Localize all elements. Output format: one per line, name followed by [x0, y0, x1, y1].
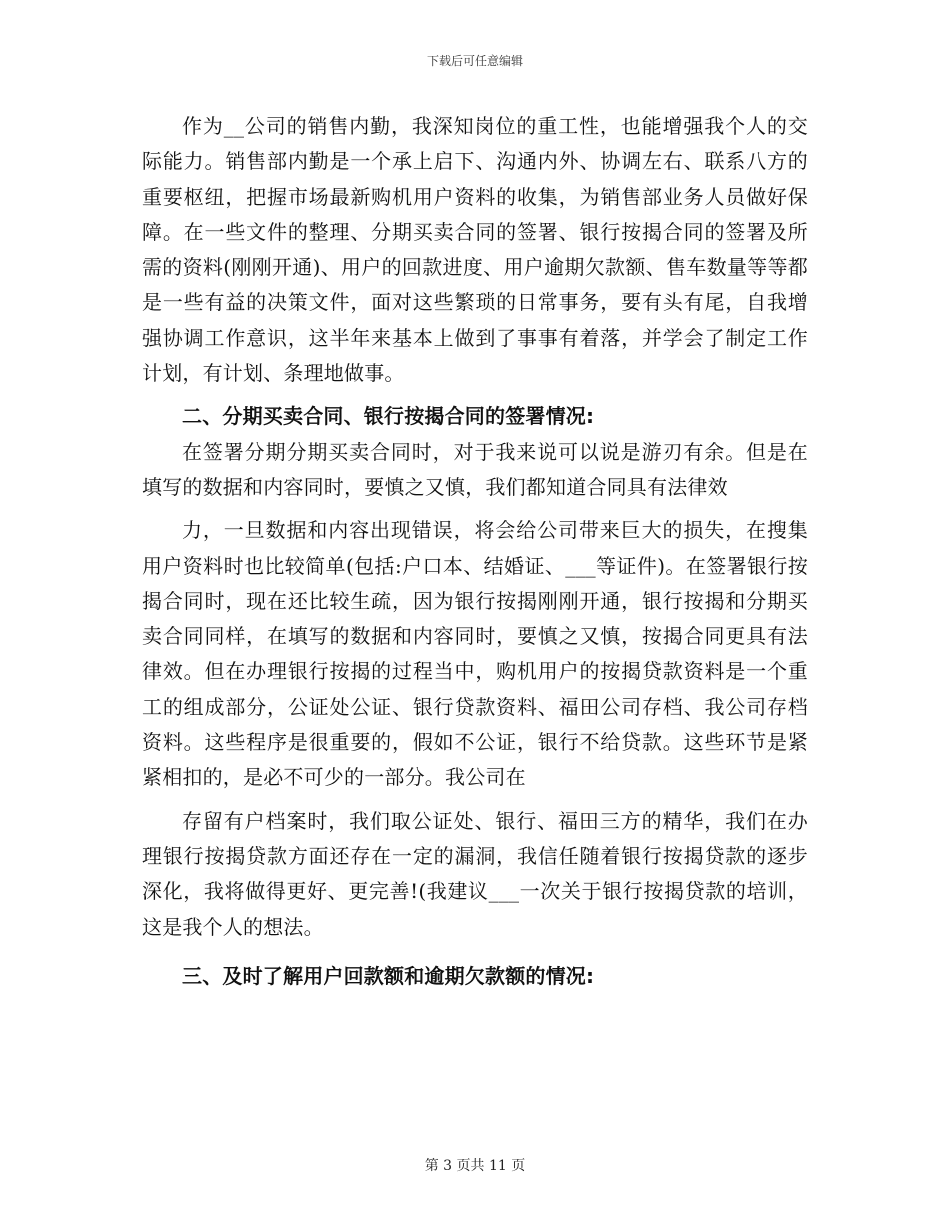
paragraph-contract-2: 力，一旦数据和内容出现错误，将会给公司带来巨大的损失，在搜集用户资料时也比较简单(包括:户口本、结婚证、___等证件)。在签署银行按揭合同时，现在还比较生疏，因为银行按揭刚刚开通，银行按揭和分期买卖合同同样，在填写的数据和内容同时，要慎之又慎，按揭合同更具有法律效。但在办理银行按揭的过程当中，购机用户的按揭贷款资料是一个重工的组成部分，公证处公证、银行贷款资料、福田公司存档、我公司存档资料。这些程序是很重要的，假如不公证，银行不给贷款。这些环节是紧紧相扣的，是必不可少的一部分。我公司在 [142, 518, 808, 790]
page-header: 下载后可任意编辑 [426, 54, 523, 68]
page-footer: 第 3 页共 11 页 [424, 1158, 526, 1174]
document-body [142, 109, 808, 994]
paragraph-contract-1: 在签署分期分期买卖合同时，对于我来说可以说是游刃有余。但是在填写的数据和内容同时，要慎之又慎，我们都知道合同具有法律效 [142, 439, 808, 499]
section-heading-2: 二、分期买卖合同、银行按揭合同的签署情况: [182, 404, 595, 429]
paragraph-intro: 作为__公司的销售内勤，我深知岗位的重工性，也能增强我个人的交际能力。销售部内勤是一个承上启下、沟通内外、协调左右、联系八方的重要枢纽，把握市场最新购机用户资料的收集，为销售部业务人员做好保障。在一些文件的整理、分期买卖合同的签署、银行按揭合同的签署及所需的资料(刚刚开通)、用户的回款进度、用户逾期欠款额、售车数量等等都是一些有益的决策文件，面对这些繁琐的日常事务，要有头有尾，自我增强协调工作意识，这半年来基本上做到了事事有着落，并学会了制定工作计划，有计划、条理地做事。 [142, 114, 808, 386]
section-heading-3: 三、及时了解用户回款额和逾期欠款额的情况: [182, 963, 595, 988]
paragraph-archive: 存留有户档案时，我们取公证处、银行、福田三方的精华，我们在办理银行按揭贷款方面还存在一定的漏洞，我信任随着银行按揭贷款的逐步深化，我将做得更好、更完善!(我建议___一次关于银行按揭贷款的培训，这是我个人的想法。 [142, 808, 808, 939]
